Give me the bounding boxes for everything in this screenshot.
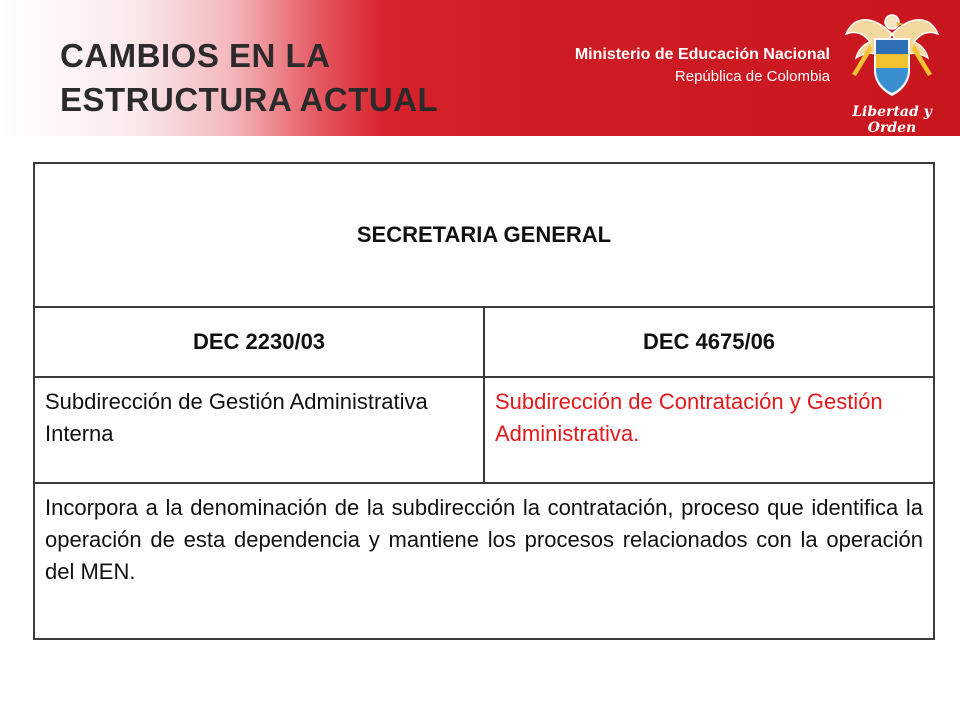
unit-row — [34, 377, 934, 483]
section-title: SECRETARIA GENERAL — [34, 163, 934, 307]
slide-title — [60, 34, 438, 122]
header-banner — [0, 0, 960, 136]
title-line-2: ESTRUCTURA ACTUAL — [60, 81, 439, 118]
ministry-name: Ministerio de Educación Nacional — [574, 46, 830, 63]
decree-old-header: DEC 2230/03 — [34, 307, 484, 377]
title-line-1: CAMBIOS EN LA — [60, 37, 331, 74]
motto-text: Libertad y Orden — [852, 104, 932, 136]
note-row — [34, 483, 934, 639]
comparison-table — [33, 162, 935, 640]
country-name: República de Colombia — [674, 68, 830, 85]
new-unit-cell: Subdirección de Contratación y Gestión Administrativa. — [484, 377, 934, 483]
decree-new-header: DEC 4675/06 — [484, 307, 934, 377]
ministry-block — [575, 44, 830, 88]
change-note: Incorpora a la denominación de la subdirección la contratación, proceso que identifica la operación de esta dependencia y mantiene los procesos relacionados con la operación del MEN. — [34, 483, 934, 639]
old-unit-cell: Subdirección de Gestión Administrativa Interna — [34, 377, 484, 483]
decree-header-row — [34, 307, 934, 377]
section-title-row — [34, 163, 934, 307]
